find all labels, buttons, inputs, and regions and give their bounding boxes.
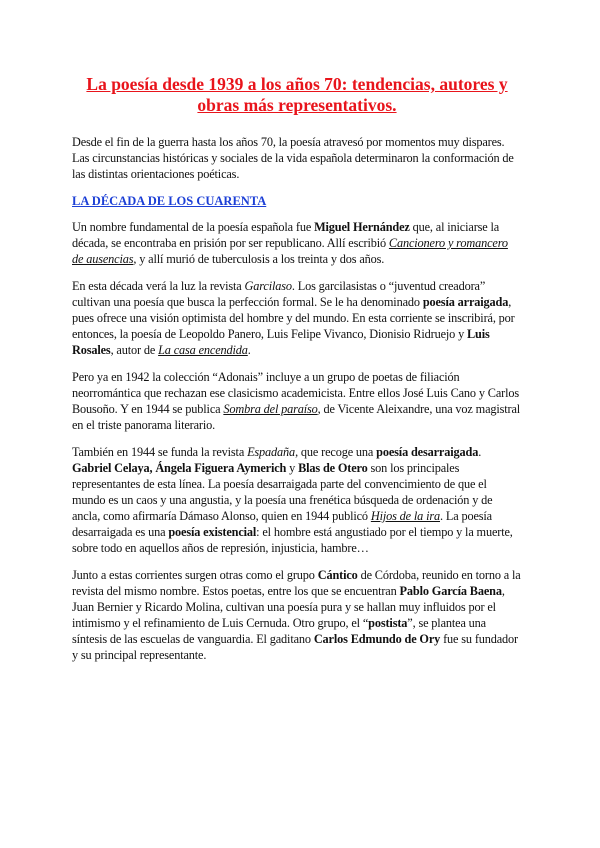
section-heading: LA DÉCADA DE LOS CUARENTA (72, 194, 267, 208)
author-name: Carlos Edmundo de Ory (313, 632, 441, 646)
work-title: Hijos de la ira (370, 509, 440, 523)
intro-paragraph: Desde el fin de la guerra hasta los años 70, la poesía atravesó por momentos muy dispares. Las circunstancias históricas y sociales de la vida española determinaron la conformación de las distintas orientaciones poéticas. (72, 135, 514, 181)
author-name: Gabriel Celaya, Ángela Figuera Aymerich (72, 461, 287, 475)
work-title: La casa encendida (158, 343, 248, 357)
key-term: poesía arraigada (422, 295, 509, 309)
group-name: Cántico (317, 568, 358, 582)
paragraph-garcilaso: En esta década verá la luz la revista Garcilaso. Los garcilasistas o “juventud creadora” cultivan una poesía que busca la perfección formal. Se le ha denominado poesía arraigada, pues ofrece una visión optimista del hombre y del mundo. En esta corriente se inscribirá, por entonces, la poesía de Leopoldo Panero, Luis Felipe Vivanco, Dionisio Ridruejo y Luis Rosales, autor de La casa encendida. (72, 279, 515, 357)
work-title: Cancionero y romancero de ausencias (72, 236, 508, 266)
work-title: Sombra del paraíso (223, 402, 318, 416)
author-name: Blas de Otero (298, 461, 368, 475)
key-term: poesía existencial (168, 525, 257, 539)
author-name: Pablo García Baena (399, 584, 502, 598)
group-name: postista (368, 616, 408, 630)
author-name: Luis Rosales (72, 327, 490, 357)
paragraph-cantico: Junto a estas corrientes surgen otras como el grupo Cántico de Córdoba, reunido en torno a la revista del mismo nombre. Estos poetas, entre los que se encuentran Pablo García Baena, Juan Bernier y Ricardo Molina, cultivan una poesía pura y se hallan muy influidos por el intimismo y el refinamiento de Luis Cernuda. Otro grupo, el “postista”, se plantea una síntesis de las escuelas de vanguardia. El gaditano Carlos Edmundo de Ory fue su fundador y su principal representante. (72, 568, 521, 662)
magazine-name: Espadaña (247, 445, 296, 459)
document-title: La poesía desde 1939 a los años 70: tendencias, autores y obras más representativos. (86, 74, 508, 115)
paragraph-miguel-hernandez: Un nombre fundamental de la poesía española fue Miguel Hernández que, al iniciarse la década, se encontraba en prisión por ser republicano. Allí escribió Cancionero y romancero de ausencias, y allí murió de tuberculosis a los treinta y dos años. (72, 220, 508, 266)
paragraph-adonais: Pero ya en 1942 la colección “Adonais” incluye a un grupo de poetas de filiación neorromántica que rechazan ese clasicismo academicista. Entre ellos José Luis Cano y Carlos Bousoño. Y en 1944 se publica Sombra del paraíso, de Vicente Aleixandre, una voz magistral en el triste panorama literario. (72, 370, 521, 432)
paragraph-espadana: También en 1944 se funda la revista Espadaña, que recoge una poesía desarraigada. Gabriel Celaya, Ángela Figuera Aymerich y Blas de Otero son los principales representantes de esta línea. La poesía desarraigada parte del convencimiento de que el mundo es un caos y una angustia, y la poesía una frenética búsqueda de ordenación y de ancla, como afirmaría Dámaso Alonso, quien en 1944 publicó Hijos de la ira. La poesía desarraigada es una poesía existencial: el hombre está angustiado por el tiempo y la muerte, sobre todo en aquellos años de represión, injusticia, hambre… (72, 445, 513, 555)
magazine-name: Garcilaso (244, 279, 292, 293)
key-term: poesía desarraigada (376, 445, 479, 459)
author-name: Miguel Hernández (314, 220, 410, 234)
